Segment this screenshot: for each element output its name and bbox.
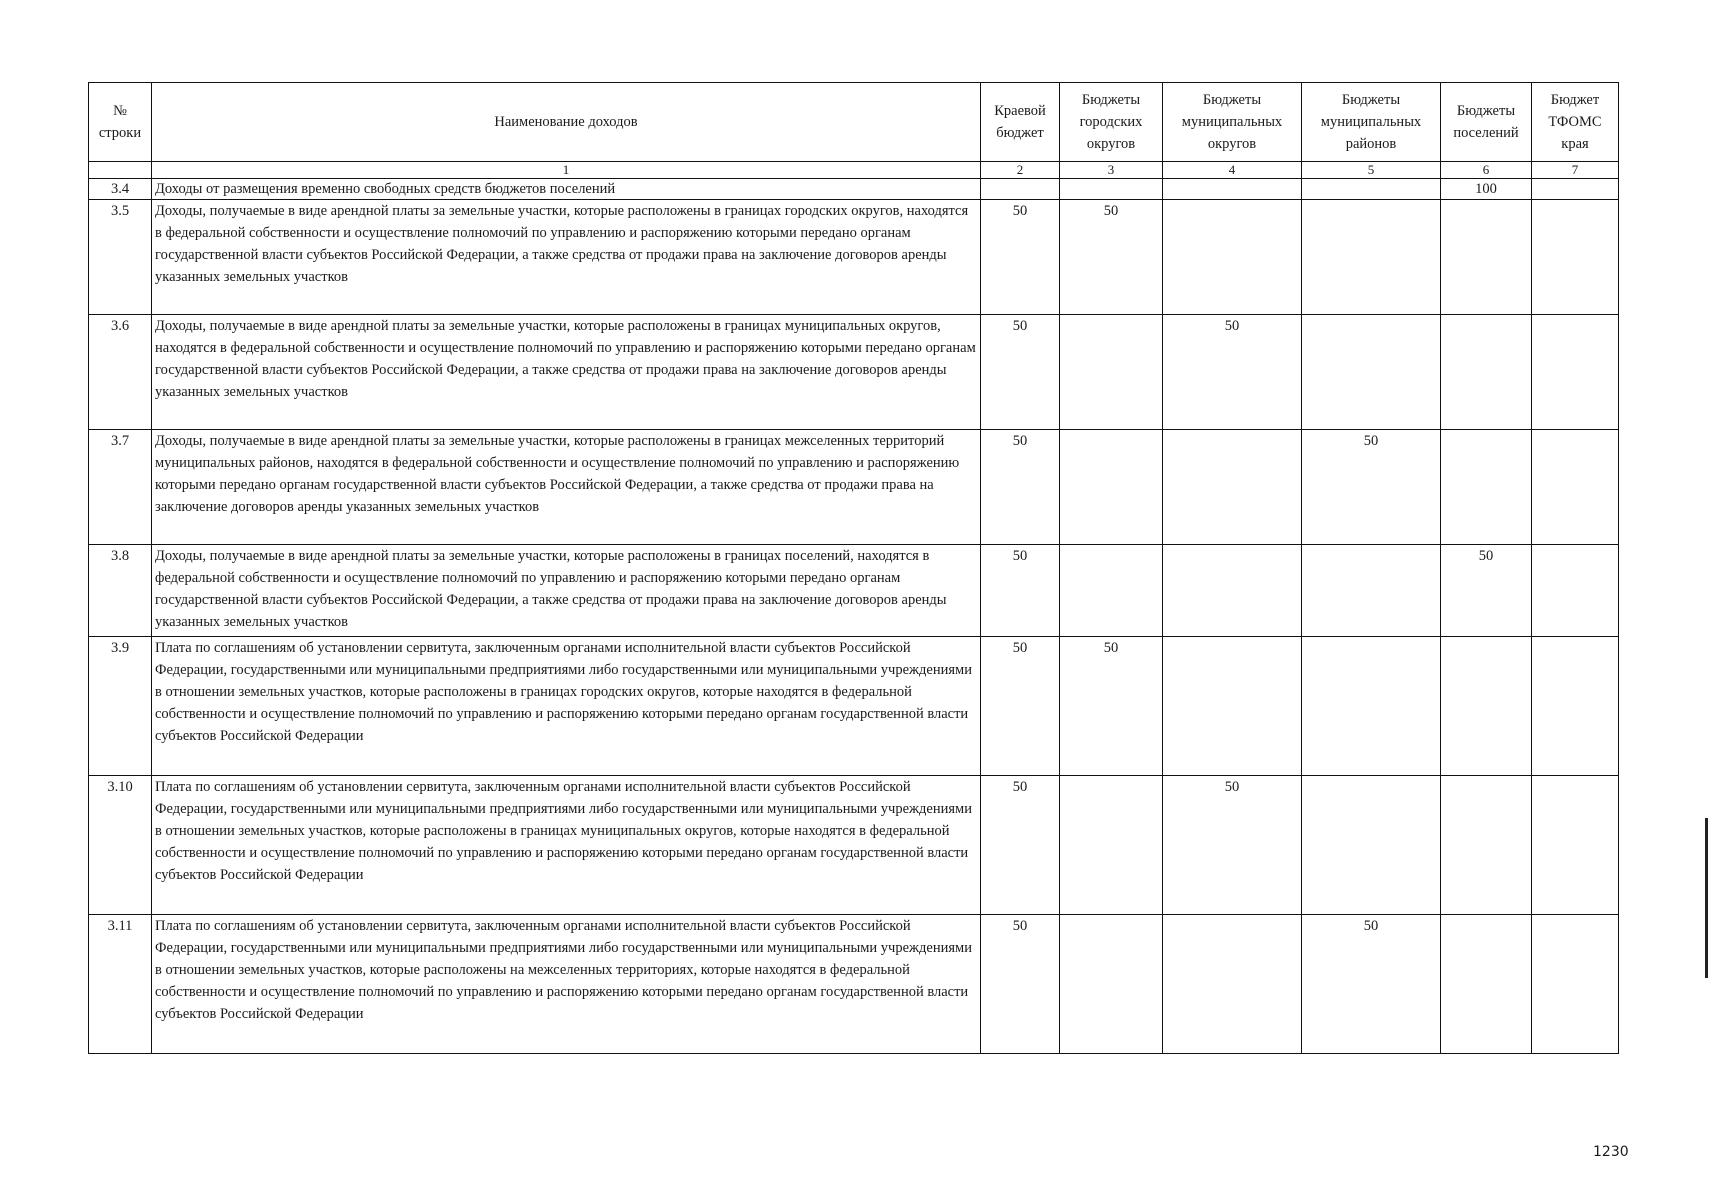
municipal-districts-value: 50 — [1163, 315, 1302, 430]
settlements-value — [1441, 430, 1532, 545]
header-row-number: № строки — [89, 83, 152, 162]
municipal-regions-value — [1302, 179, 1441, 200]
municipal-regions-value — [1302, 545, 1441, 637]
header-municipal-districts-budgets: Бюджеты муниципальных округов — [1163, 83, 1302, 162]
row-number: 3.4 — [89, 179, 152, 200]
column-index: 3 — [1060, 162, 1163, 179]
settlements-value: 100 — [1441, 179, 1532, 200]
income-name: Доходы, получаемые в виде арендной платы за земельные участки, которые расположены в границах поселений, находятся в федеральной собственности и осуществление полномочий по управлению и распоряжению которыми передано органам государственной власти субъектов Российской Федерации, а также средства от продажи права на заключение договоров аренды указанных земельных участков — [152, 545, 981, 637]
table-row — [89, 430, 1619, 545]
regional-budget-value: 50 — [981, 200, 1060, 315]
regional-budget-value: 50 — [981, 430, 1060, 545]
row-number: 3.7 — [89, 430, 152, 545]
tfoms-value — [1532, 915, 1619, 1054]
municipal-districts-value — [1163, 430, 1302, 545]
column-index: 1 — [152, 162, 981, 179]
city-districts-value: 50 — [1060, 200, 1163, 315]
row-number: 3.11 — [89, 915, 152, 1054]
municipal-districts-value — [1163, 179, 1302, 200]
row-number: 3.8 — [89, 545, 152, 637]
tfoms-value — [1532, 776, 1619, 915]
income-name: Плата по соглашениям об установлении сервитута, заключенным органами исполнительной власти субъектов Российской Федерации, государственными или муниципальными предприятиями либо государственными или муниципальными учреждениями в отношении земельных участков, которые расположены в границах муниципальных округов, которые находятся в федеральной собственности и осуществление полномочий по управлению и распоряжению которыми передано органам государственной власти субъектов Российской Федерации — [152, 776, 981, 915]
tfoms-value — [1532, 430, 1619, 545]
income-name: Плата по соглашениям об установлении сервитута, заключенным органами исполнительной власти субъектов Российской Федерации, государственными или муниципальными предприятиями либо государственными или муниципальными учреждениями в отношении земельных участков, которые расположены в границах городских округов, которые находятся в федеральной собственности и осуществление полномочий по управлению и распоряжению которыми передано органам государственной власти субъектов Российской Федерации — [152, 637, 981, 776]
municipal-regions-value — [1302, 776, 1441, 915]
column-index: 4 — [1163, 162, 1302, 179]
municipal-regions-value: 50 — [1302, 430, 1441, 545]
city-districts-value — [1060, 776, 1163, 915]
settlements-value — [1441, 637, 1532, 776]
column-index-empty — [89, 162, 152, 179]
income-name: Доходы от размещения временно свободных средств бюджетов поселений — [152, 179, 981, 200]
header-tfoms-budget: Бюджет ТФОМС края — [1532, 83, 1619, 162]
header-settlements-budgets: Бюджеты поселений — [1441, 83, 1532, 162]
income-name: Доходы, получаемые в виде арендной платы за земельные участки, которые расположены в границах муниципальных округов, находятся в федеральной собственности и осуществление полномочий по управлению и распоряжению которыми передано органам государственной власти субъектов Российской Федерации, а также средства от продажи права на заключение договоров аренды указанных земельных участков — [152, 315, 981, 430]
header-municipal-regions-budgets: Бюджеты муниципальных районов — [1302, 83, 1441, 162]
settlements-value — [1441, 776, 1532, 915]
regional-budget-value: 50 — [981, 915, 1060, 1054]
column-index: 6 — [1441, 162, 1532, 179]
table-row — [89, 179, 1619, 200]
header-regional-budget: Краевой бюджет — [981, 83, 1060, 162]
city-districts-value — [1060, 315, 1163, 430]
settlements-value — [1441, 200, 1532, 315]
table-row — [89, 637, 1619, 776]
city-districts-value — [1060, 430, 1163, 545]
income-distribution-table — [88, 82, 1619, 1054]
page-number: 1230 — [1593, 1144, 1629, 1160]
income-name: Плата по соглашениям об установлении сервитута, заключенным органами исполнительной власти субъектов Российской Федерации, государственными или муниципальными предприятиями либо государственными или муниципальными учреждениями в отношении земельных участков, которые расположены на межселенных территориях, которые находятся в федеральной собственности и осуществление полномочий по управлению и распоряжению которыми передано органам государственной власти субъектов Российской Федерации — [152, 915, 981, 1054]
row-number: 3.5 — [89, 200, 152, 315]
column-index: 7 — [1532, 162, 1619, 179]
city-districts-value — [1060, 545, 1163, 637]
regional-budget-value: 50 — [981, 637, 1060, 776]
row-number: 3.6 — [89, 315, 152, 430]
tfoms-value — [1532, 179, 1619, 200]
tfoms-value — [1532, 315, 1619, 430]
municipal-districts-value — [1163, 915, 1302, 1054]
settlements-value — [1441, 915, 1532, 1054]
municipal-districts-value — [1163, 637, 1302, 776]
income-name: Доходы, получаемые в виде арендной платы за земельные участки, которые расположены в границах межселенных территорий муниципальных районов, находятся в федеральной собственности и осуществление полномочий по управлению и распоряжению которыми передано органам государственной власти субъектов Российской Федерации, а также средства от продажи права на заключение договоров аренды указанных земельных участков — [152, 430, 981, 545]
table-row — [89, 315, 1619, 430]
city-districts-value — [1060, 179, 1163, 200]
regional-budget-value: 50 — [981, 315, 1060, 430]
regional-budget-value: 50 — [981, 776, 1060, 915]
city-districts-value — [1060, 915, 1163, 1054]
municipal-regions-value: 50 — [1302, 915, 1441, 1054]
table-row — [89, 200, 1619, 315]
header-income-name: Наименование доходов — [152, 83, 981, 162]
header-row — [89, 83, 1619, 162]
municipal-districts-value — [1163, 545, 1302, 637]
regional-budget-value: 50 — [981, 545, 1060, 637]
row-number: 3.9 — [89, 637, 152, 776]
municipal-districts-value: 50 — [1163, 776, 1302, 915]
municipal-districts-value — [1163, 200, 1302, 315]
tfoms-value — [1532, 637, 1619, 776]
column-index: 2 — [981, 162, 1060, 179]
municipal-regions-value — [1302, 200, 1441, 315]
municipal-regions-value — [1302, 637, 1441, 776]
column-index: 5 — [1302, 162, 1441, 179]
city-districts-value: 50 — [1060, 637, 1163, 776]
header-city-districts-budgets: Бюджеты городских округов — [1060, 83, 1163, 162]
regional-budget-value — [981, 179, 1060, 200]
settlements-value: 50 — [1441, 545, 1532, 637]
tfoms-value — [1532, 200, 1619, 315]
table-row — [89, 915, 1619, 1054]
settlements-value — [1441, 315, 1532, 430]
table-row — [89, 776, 1619, 915]
income-name: Доходы, получаемые в виде арендной платы за земельные участки, которые расположены в границах городских округов, находятся в федеральной собственности и осуществление полномочий по управлению и распоряжению которыми передано органам государственной власти субъектов Российской Федерации, а также средства от продажи права на заключение договоров аренды указанных земельных участков — [152, 200, 981, 315]
municipal-regions-value — [1302, 315, 1441, 430]
column-index-row — [89, 162, 1619, 179]
tfoms-value — [1532, 545, 1619, 637]
row-number: 3.10 — [89, 776, 152, 915]
scan-edge-mark — [1705, 818, 1708, 978]
table-row — [89, 545, 1619, 637]
